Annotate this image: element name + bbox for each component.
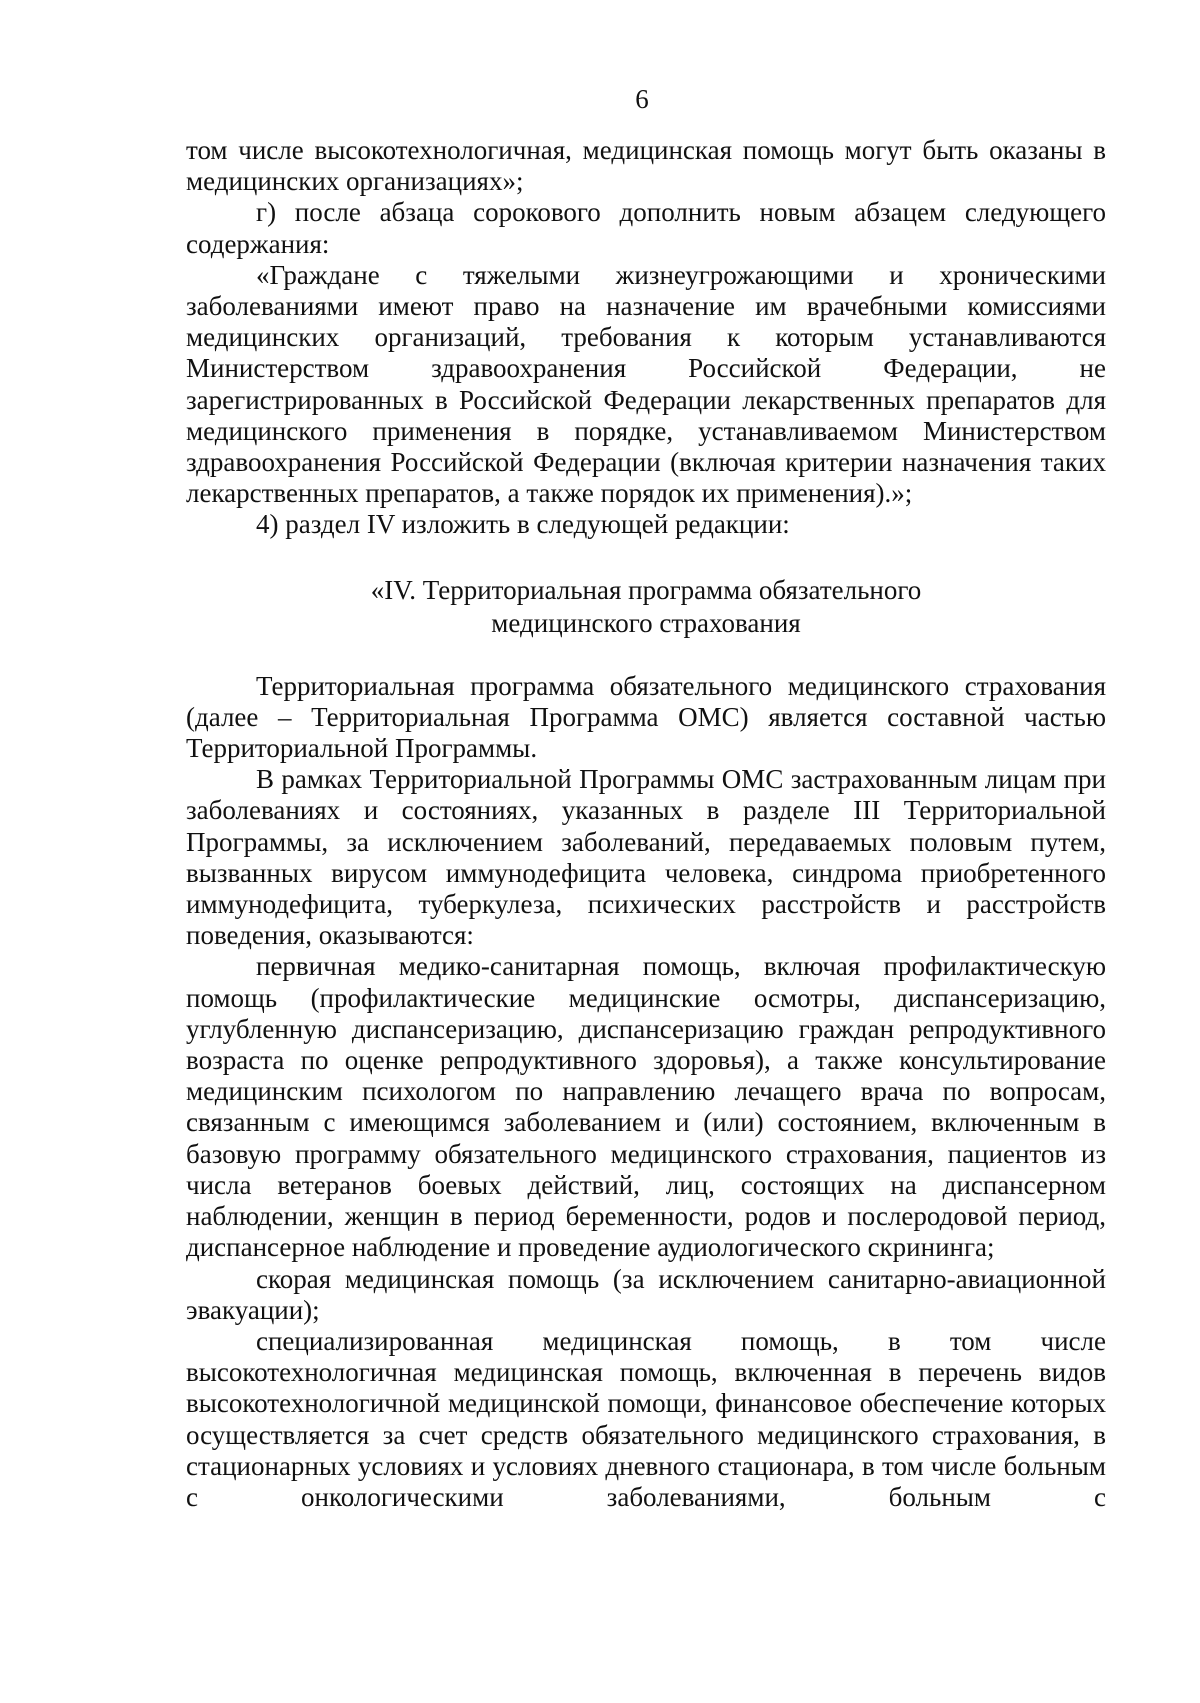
paragraph: В рамках Территориальной Программы ОМС застрахованным лицам при заболеваниях и состояниях, указанных в разделе III Территориальной Программы, за исключением заболеваний, передаваемых половым путем, вызванных вирусом иммунодефицита человека, синдрома приобретенного иммунодефицита, туберкулеза, психических расстройств и расстройств поведения, оказываются: bbox=[186, 764, 1106, 951]
document-body bbox=[186, 135, 1106, 1513]
paragraph: скорая медицинская помощь (за исключением санитарно-авиационной эвакуации); bbox=[186, 1263, 1106, 1325]
paragraph: 4) раздел IV изложить в следующей редакции: bbox=[256, 509, 790, 540]
section-heading bbox=[186, 574, 1106, 640]
paragraph: том числе высокотехнологичная, медицинская помощь могут быть оказаны в медицинских организациях»; bbox=[186, 135, 1106, 197]
paragraph: Территориальная программа обязательного медицинского страхования (далее – Территориальная Программа ОМС) является составной частью Территориальной Программы. bbox=[186, 670, 1106, 764]
paragraph: «Граждане с тяжелыми жизнеугрожающими и хроническими заболеваниями имеют право на назначение им врачебными комиссиями медицинских организаций, требования к которым устанавливаются Министерством здравоохранения Российской Федерации, не зарегистрированных в Российской Федерации лекарственных препаратов для медицинского применения в порядке, устанавливаемом Министерством здравоохранения Российской Федерации (включая критерии назначения таких лекарственных препаратов, а также порядок их применения).»; bbox=[186, 259, 1106, 509]
paragraph: г) после абзаца сорокового дополнить новым абзацем следующего содержания: bbox=[186, 197, 1106, 259]
page-number: 6 bbox=[635, 84, 649, 114]
section-heading-line-1: «IV. Территориальная программа обязательного bbox=[370, 574, 922, 605]
paragraph: специализированная медицинская помощь, в том числе высокотехнологичная медицинская помощь, включенная в перечень видов высокотехнологичной медицинской помощи, финансовое обеспечение которых осуществляется за счет средств обязательного медицинского страхования, в стационарных условиях и условиях дневного стационара, в том числе больным с онкологическими заболеваниями, больным с bbox=[186, 1325, 1106, 1512]
paragraph: первичная медико-санитарная помощь, включая профилактическую помощь (профилактические медицинские осмотры, диспансеризацию, углубленную диспансеризацию, диспансеризацию граждан репродуктивного возраста по оценке репродуктивного здоровья), а также консультирование медицинским психологом по направлению лечащего врача по вопросам, связанным с имеющимся заболеванием и (или) состоянием, включенным в базовую программу обязательного медицинского страхования, пациентов из числа ветеранов боевых действий, лиц, состоящих на диспансерном наблюдении, женщин в период беременности, родов и послеродовой период, диспансерное наблюдение и проведение аудиологического скрининга; bbox=[186, 951, 1106, 1263]
section-heading-line-2: медицинского страхования bbox=[491, 607, 801, 638]
